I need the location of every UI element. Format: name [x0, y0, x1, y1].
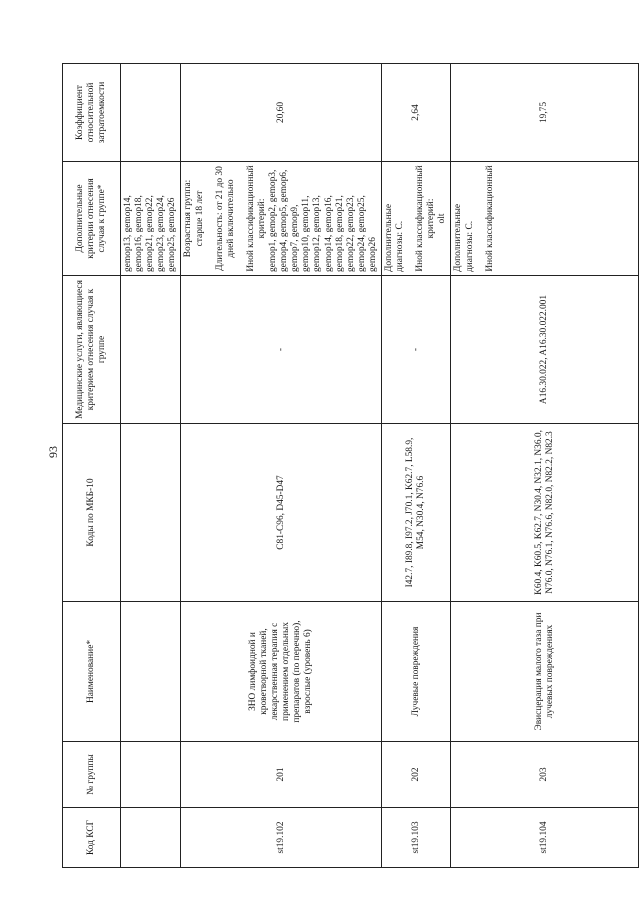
cell-criteria-continuation: gemop13, gemop14, gemop16, gemop18, gemop21, gemop22, gemop23, gemop24, gemop25, gemop26	[121, 162, 181, 276]
criteria-other-label: Иной классификационный	[484, 165, 495, 272]
cell-criteria	[381, 162, 450, 276]
criteria-additional: Дополнительные диагнозы: C.	[453, 203, 475, 272]
rotated-page-content	[62, 64, 564, 868]
cell-services: A16.30.022, A16.30.022.001	[451, 276, 639, 424]
cell-criteria	[451, 162, 639, 276]
cell-name: Лучевые повреждения	[381, 602, 450, 742]
criteria-other-label: Иной классификационный критерий:	[245, 165, 267, 272]
cell-empty	[121, 602, 181, 742]
cell-coef: 20,60	[181, 64, 382, 162]
cell-coef: 2,64	[381, 64, 450, 162]
criteria-additional: Дополнительные диагнозы: C.	[383, 203, 406, 272]
cell-empty	[121, 424, 181, 602]
cell-empty	[121, 808, 181, 868]
header-name: Наименование*	[63, 602, 121, 742]
cell-group: 202	[381, 742, 450, 808]
table-row	[381, 64, 450, 868]
cell-mkb: I42.7, I89.8, I97.2, J70.1, K62.7, L58.9, M54, N30.4, N76.6	[381, 424, 450, 602]
cell-code: st19.102	[181, 808, 382, 868]
header-code: Код КСГ	[63, 808, 121, 868]
header-coef: Коэффициент относительной затратоемкости	[63, 64, 121, 162]
cell-group: 203	[451, 742, 639, 808]
cell-criteria	[181, 162, 382, 276]
table-row	[451, 64, 639, 868]
table-header-row	[63, 64, 121, 868]
cell-coef: 19,75	[451, 64, 639, 162]
criteria-other-label: Иной классификационный критерий:	[415, 165, 437, 272]
header-criteria: Дополнительные критерии отнесения случая к группе*	[63, 162, 121, 276]
cell-services: -	[381, 276, 450, 424]
header-group: № группы	[63, 742, 121, 808]
cell-code: st19.103	[381, 808, 450, 868]
cell-name: ЗНО лимфоидной и кроветворной тканей, лекарственная терапия с применением отдельных препаратов (по перечню), взрослые (уровень 6)	[181, 602, 382, 742]
table-row-continuation	[121, 64, 181, 868]
header-mkb: Коды по МКБ-10	[63, 424, 121, 602]
header-services: Медицинские услуги, являющиеся критерием отнесения случая к группе	[63, 276, 121, 424]
ksg-table	[62, 63, 639, 868]
cell-services: -	[181, 276, 382, 424]
cell-code: st19.104	[451, 808, 639, 868]
cell-empty	[121, 64, 181, 162]
criteria-other-values: gemop1, gemop2, gemop3, gemop4, gemop5, gemop6, gemop7, gemop9, gemop10, gemop11, gemop12, gemop13, gemop14, gemop16, gemop18, gemop21, gemop22, gemop23, gemop24, gemop25, gemop26	[268, 169, 378, 272]
criteria-duration: Длительность: от 21 до 30 дней включительно	[214, 166, 236, 271]
criteria-age: Возрастная группа: старше 18 лет	[183, 179, 205, 258]
table-row	[181, 64, 382, 868]
criteria-other-values: olt	[437, 213, 448, 224]
cell-name: Эвисцерация малого таза при лучевых повреждениях	[451, 602, 639, 742]
cell-group: 201	[181, 742, 382, 808]
page-number: 93	[46, 446, 60, 458]
cell-empty	[121, 276, 181, 424]
cell-mkb: C81-C96, D45-D47	[181, 424, 382, 602]
cell-empty	[121, 742, 181, 808]
cell-mkb: K60.4, K60.5, K62.7, N30.4, N32.1, N36.0, N76.0, N76.1, N76.6, N82.0, N82.2, N82.3	[451, 424, 639, 602]
